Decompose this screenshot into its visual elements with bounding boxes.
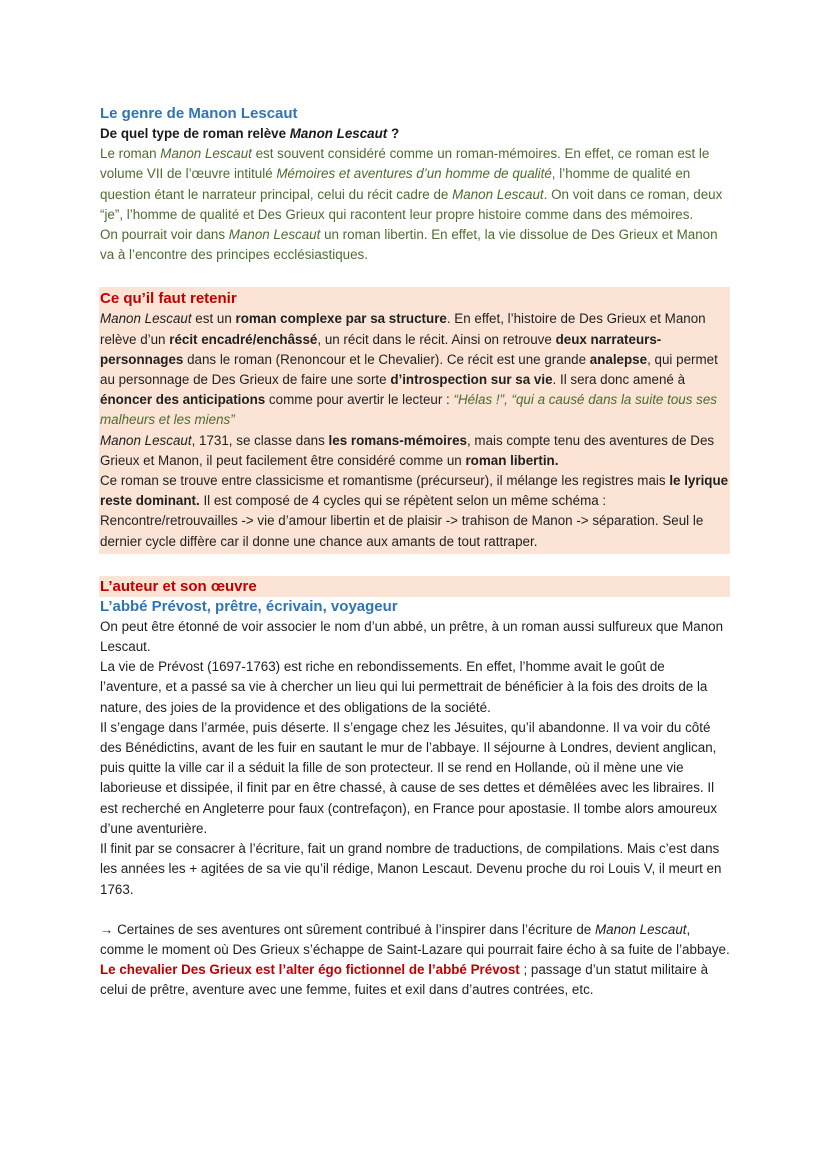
auteur-title-bar: [99, 576, 730, 597]
text: , l’homme de qualité en question étant le narrateur principal, celui du récit cadre de: [100, 166, 691, 202]
text: Certaines de ses aventures ont sûrement contribué à l’inspirer dans l’écriture de: [113, 921, 595, 937]
question-mark: ?: [387, 126, 400, 141]
auteur-subtitle: L’abbé Prévost, prêtre, écrivain, voyageur: [100, 597, 398, 615]
bold-text: les romans-mémoires: [328, 432, 467, 448]
text: On pourrait voir dans: [100, 227, 229, 243]
text: . Il sera donc amené à: [552, 372, 686, 388]
text: . On voit dans ce roman, deux “je”, l’homme de qualité et Des Grieux qui racontent leur propre histoire comme dans des mémoires.: [100, 186, 723, 222]
text: , mais compte tenu des aventures de Des Grieux et Manon, il peut facilement être considéré comme un: [100, 432, 715, 468]
italic-title: Mémoires et aventures d’un homme de qualité: [276, 166, 552, 182]
section-title-genre: Le genre de Manon Lescaut: [100, 105, 298, 122]
auteur-body: [100, 617, 730, 1001]
italic-title: Manon Lescaut: [100, 432, 192, 448]
spacer: [100, 554, 730, 576]
retenir-paragraph-3: [100, 471, 729, 552]
auteur-paragraph-6: [100, 960, 730, 1000]
section-question: [100, 124, 730, 144]
italic-title: Manon Lescaut: [452, 186, 544, 202]
highlight-statement: Le chevalier Des Grieux est l’alter égo fictionnel de l’abbé Prévost: [100, 962, 520, 978]
text: , un récit dans le récit. Ainsi on retrouve: [317, 331, 556, 347]
bold-text: le lyrique reste dominant.: [100, 473, 729, 509]
text: , 1731, se classe dans: [191, 432, 329, 448]
auteur-paragraph-2: La vie de Prévost (1697-1763) est riche en rebondissements. En effet, l’homme avait le goût de l’aventure, et a passé sa vie à chercher un lieu qui lui permettrait de bénéficier à la fois des droits de la nature, des joies de la providence et des obligations de la société.: [100, 659, 708, 715]
bold-text: d’introspection sur sa vie: [390, 372, 553, 388]
auteur-paragraph-5: [100, 920, 730, 960]
italic-title: Manon Lescaut: [160, 146, 252, 162]
bold-text: roman libertin.: [465, 452, 559, 468]
auteur-title: L’auteur et son œuvre: [100, 577, 257, 595]
text: est un: [191, 311, 236, 327]
text: , qui permet au personnage de Des Grieux de faire une sorte: [100, 351, 718, 388]
text: un roman libertin. En effet, la vie dissolue de Des Grieux et Manon va à l’encontre des principes ecclésiastiques.: [100, 227, 718, 263]
text: Ce roman se trouve entre classicisme et romantisme (précurseur), il mélange les registres mais: [100, 473, 670, 489]
spacer: [100, 265, 730, 287]
italic-title: Manon Lescaut: [100, 311, 192, 327]
genre-body: [100, 144, 730, 265]
quote-text: “Hélas !”, “qui a causé dans la suite tous ses malheurs et les miens”: [100, 392, 717, 428]
text: comme pour avertir le lecteur :: [265, 392, 454, 408]
question-title-italic: Manon Lescaut: [289, 126, 388, 141]
text: dans le roman (Renoncour et le Chevalier). Ce récit est une grande: [183, 351, 590, 367]
bold-text: deux narrateurs-personnages: [100, 331, 662, 367]
bold-text: roman complexe par sa structure: [235, 311, 447, 327]
bold-text: récit encadré/enchâssé: [169, 331, 318, 347]
text: ; passage d’un statut militaire à celui de prêtre, aventure avec une femme, fuites et exil dans d’autres contrées, etc.: [100, 962, 709, 998]
text: Le roman: [100, 146, 161, 162]
bold-text: énoncer des anticipations: [100, 392, 266, 408]
arrow-icon: →: [100, 921, 114, 937]
bold-text: analepse: [589, 351, 648, 367]
auteur-paragraph-4: Il finit par se consacrer à l’écriture, fait un grand nombre de traductions, de compilations. Mais c’est dans les années les + agitées de sa vie qu’il rédige, Manon Lescaut. Devenu proche du roi Louis V, il meurt en 1763.: [100, 841, 722, 897]
auteur-paragraph-3: Il s’engage dans l’armée, puis déserte. Il s’engage chez les Jésuites, qu’il abandonne. Il va voir du côté des Bénédictins, avant de les fuir en sautant le mur de l’abbaye. Il séjourne à Londres, devient anglican, puis quitte la ville car il a séduit la fille de son protecteur. Il se rend en Hollande, où il mène une vie laborieuse et dissipée, il finit par en être chassé, à cause de ses dettes et démêlées avec les libraires. Il est recherché en Angleterre pour faux (contrefaçon), en France pour apostasie. Il tombe alors amoureux d’une aventurière.: [100, 719, 718, 836]
spacer: [100, 900, 730, 920]
genre-paragraph-2: [100, 225, 730, 265]
text: est souvent considéré comme un roman-mémoires. En effet, ce roman est le volume VII de l’œuvre intitulé: [100, 146, 710, 182]
text: Il est composé de 4 cycles qui se répètent selon un même schéma : Rencontre/retrouvailles -> vie d’amour libertin et de plaisir -> trahison de Manon -> séparation. Seul le dernier cycle diffère car il donne une chance aux amants de tout rattraper.: [100, 493, 704, 549]
auteur-paragraph-1: On peut être étonné de voir associer le nom d’un abbé, un prêtre, à un roman aussi sulfureux que Manon Lescaut.: [100, 618, 724, 655]
text: , comme le moment où Des Grieux s’échappe de Saint-Lazare qui pourrait faire écho à sa fuite de l’abbaye.: [100, 921, 730, 957]
retenir-paragraph-2: [100, 431, 729, 471]
question-text: De quel type de roman relève: [100, 126, 290, 141]
genre-paragraph-1: [100, 144, 730, 225]
document-page: [100, 104, 730, 1001]
retenir-title: Ce qu’il faut retenir: [100, 290, 237, 308]
text: . En effet, l’histoire de Des Grieux et Manon relève d’un: [100, 311, 706, 347]
italic-title: Manon Lescaut: [594, 921, 687, 937]
retenir-box: [99, 287, 730, 553]
retenir-paragraph-1: [100, 309, 729, 430]
italic-title: Manon Lescaut: [228, 227, 321, 243]
